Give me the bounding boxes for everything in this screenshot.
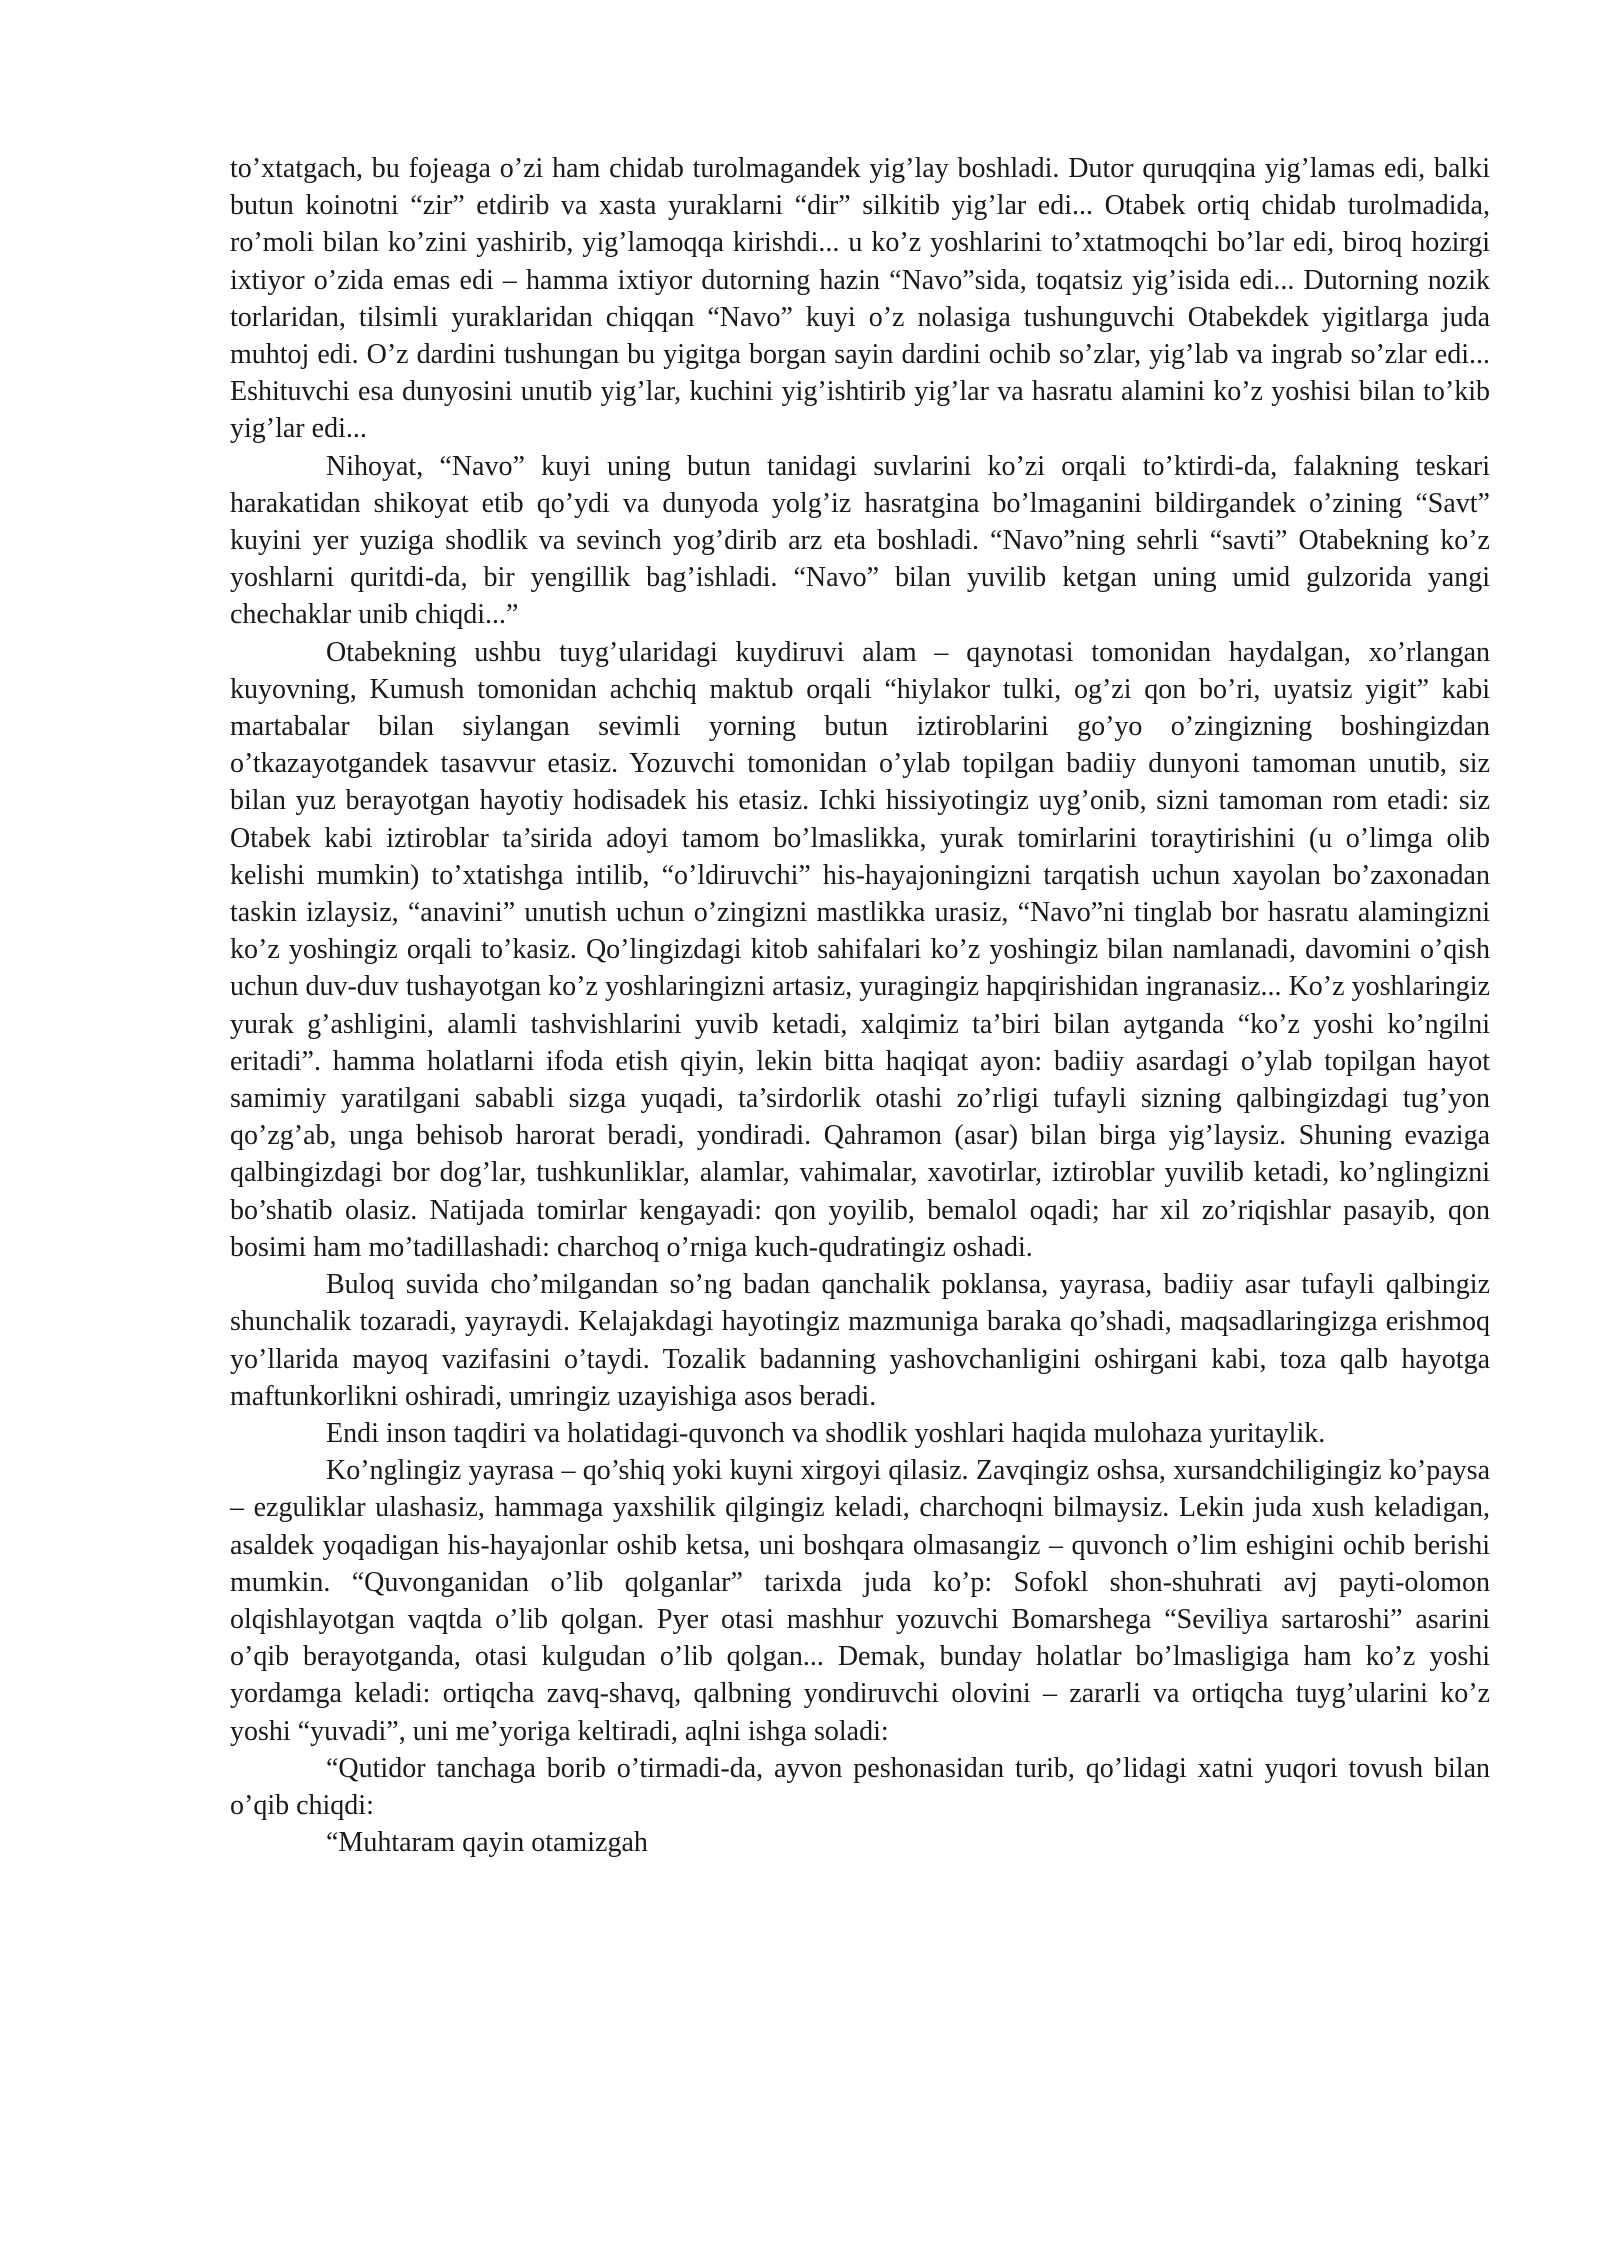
paragraph-8: “Muhtaram qayin otamizgah [326,1827,648,1859]
paragraph-2: Nihoyat, “Navo” kuyi uning butun tanidagi suvlarini ko’zi orqali to’ktirdi-da, falakning teskari harakatidan shikoyat etib qo’ydi va dunyoda yolg’iz hasratgina bo’lmaganini bildirgandek o’zining “Savt” kuyini yer yuziga shodlik va sevinch yog’dirib arz eta boshladi. “Navo”ning sehrli “savti” Otabekning ko’z yoshlarni quritdi-da, bir yengillik bag’ishladi. “Navo” bilan yuvilib ketgan uning umid gulzorida yangi chechaklar unib chiqdi...” [230,450,1490,631]
paragraph-3: Otabekning ushbu tuyg’ularidagi kuydiruvi alam – qaynotasi tomonidan haydalgan, xo’rlangan kuyovning, Kumush tomonidan achchiq maktub orqali “hiylakor tulki, og’zi qon bo’ri, uyatsiz yigit” kabi martabalar bilan siylangan sevimli yorning butun iztiroblarini go’yo o’zingizning boshingizdan o’tkazayotgandek tasavvur etasiz. Yozuvchi tomonidan o’ylab topilgan badiiy dunyoni tamoman unutib, siz bilan yuz berayotgan hayotiy hodisadek his etasiz. Ichki hissiyotingiz uyg’onib, sizni tamoman rom etadi: siz Otabek kabi iztiroblar ta’sirida adoyi tamom bo’lmaslikka, yurak tomirlarini toraytirishini (u o’limga olib kelishi mumkin) to’xtatishga intilib, “o’ldiruvchi” his-hayajoningizni tarqatish uchun xayolan bo’zaxonadan taskin izlaysiz, “anavini” unutish uchun o’zingizni mastlikka urasiz, “Navo”ni tinglab bor hasratu alamingizni ko’z yoshingiz orqali to’kasiz. Qo’lingizdagi kitob sahifalari ko’z yoshingiz bilan namlanadi, davomini o’qish uchun duv-duv tushayotgan ko’z yoshlaringizni artasiz, yuragingiz hapqirishidan ingranasiz... Ko’z yoshlaringiz yurak g’ashligini, alamli tashvishlarini yuvib ketadi, xalqimiz ta’biri bilan aytganda “ko’z yoshi ko’ngilni eritadi”. hamma holatlarni ifoda etish qiyin, lekin bitta haqiqat ayon: badiiy asardagi o’ylab topilgan hayot samimiy yaratilgani sababli sizga yuqadi, ta’sirdorlik otashi zo’rligi tufayli sizning qalbingizdagi tug’yon qo’zg’ab, unga behisob harorat beradi, yondiradi. Qahramon (asar) bilan birga yig’laysiz. Shuning evaziga qalbingizdagi bor dog’lar, tushkunliklar, alamlar, vahimalar, xavotirlar, iztiroblar yuvilib ketadi, ko’nglingizni bo’shatib olasiz. Natijada tomirlar kengayadi: qon yoyilib, bemalol oqadi; har xil zo’riqishlar pasayib, qon bosimi ham mo’tadillashadi: charchoq o’rniga kuch-qudratingiz oshadi. [230,636,1490,1263]
paragraph-7: “Qutidor tanchaga borib o’tirmadi-da, ayvon peshonasidan turib, qo’lidagi xatni yuqori tovush bilan o’qib chiqdi: [230,1752,1490,1821]
paragraph-1: to’xtatgach, bu fojeaga o’zi ham chidab turolmagandek yig’lay boshladi. Dutor quruqqina yig’lamas edi, balki butun koinotni “zir” etdirib va xasta yuraklarni “dir” silkitib yig’lar edi... Otabek ortiq chidab turolmadida, ro’moli bilan ko’zini yashirib, yig’lamoqqa kirishdi... u ko’z yoshlarini to’xtatmoqchi bo’lar edi, biroq hozirgi ixtiyor o’zida emas edi – hamma ixtiyor dutorning hazin “Navo”sida, toqatsiz yig’isida edi... Dutorning nozik torlaridan, tilsimli yuraklaridan chiqqan “Navo” kuyi o’z nolasiga tushunguvchi Otabekdek yigitlarga juda muhtoj edi. O’z dardini tushungan bu yigitga borgan sayin dardini ochib so’zlar, yig’lab va ingrab so’zlar edi... Eshituvchi esa dunyosini unutib yig’lar, kuchini yig’ishtirib yig’lar va hasratu alamini ko’z yoshisi bilan to’kib yig’lar edi... [230,153,1490,445]
document-page [230,150,1490,1861]
paragraph-4: Buloq suvida cho’milgandan so’ng badan qanchalik poklansa, yayrasa, badiiy asar tufayli qalbingiz shunchalik tozaradi, yayraydi. Kelajakdagi hayotingiz mazmuniga baraka qo’shadi, maqsadlaringizga erishmoq yo’llarida mayoq vazifasini o’taydi. Tozalik badanning yashovchanligini oshirgani kabi, toza qalb hayotga maftunkorlikni oshiradi, umringiz uzayishiga asos beradi. [230,1269,1490,1412]
paragraph-5: Endi inson taqdiri va holatidagi-quvonch va shodlik yoshlari haqida mulohaza yuritaylik. [326,1417,1326,1449]
paragraph-6: Ko’nglingiz yayrasa – qo’shiq yoki kuyni xirgoyi qilasiz. Zavqingiz oshsa, xursandchiligingiz ko’paysa – ezguliklar ulashasiz, hammaga yaxshilik qilgingiz keladi, charchoqni bilmaysiz. Lekin juda xush keladigan, asaldek yoqadigan his-hayajonlar oshib ketsa, uni boshqara olmasangiz – quvonch o’lim eshigini ochib berishi mumkin. “Quvonganidan o’lib qolganlar” tarixda juda ko’p: Sofokl shon-shuhrati avj payti-olomon olqishlayotgan vaqtda o’lib qolgan. Pyer otasi mashhur yozuvchi Bomarshega “Seviliya sartaroshi” asarini o’qib berayotganda, otasi kulgudan o’lib qolgan... Demak, bunday holatlar bo’lmasligiga ham ko’z yoshi yordamga keladi: ortiqcha zavq-shavq, qalbning yondiruvchi olovini – zararli va ortiqcha tuyg’ularini ko’z yoshi “yuvadi”, uni me’yoriga keltiradi, aqlni ishga soladi: [230,1455,1490,1747]
